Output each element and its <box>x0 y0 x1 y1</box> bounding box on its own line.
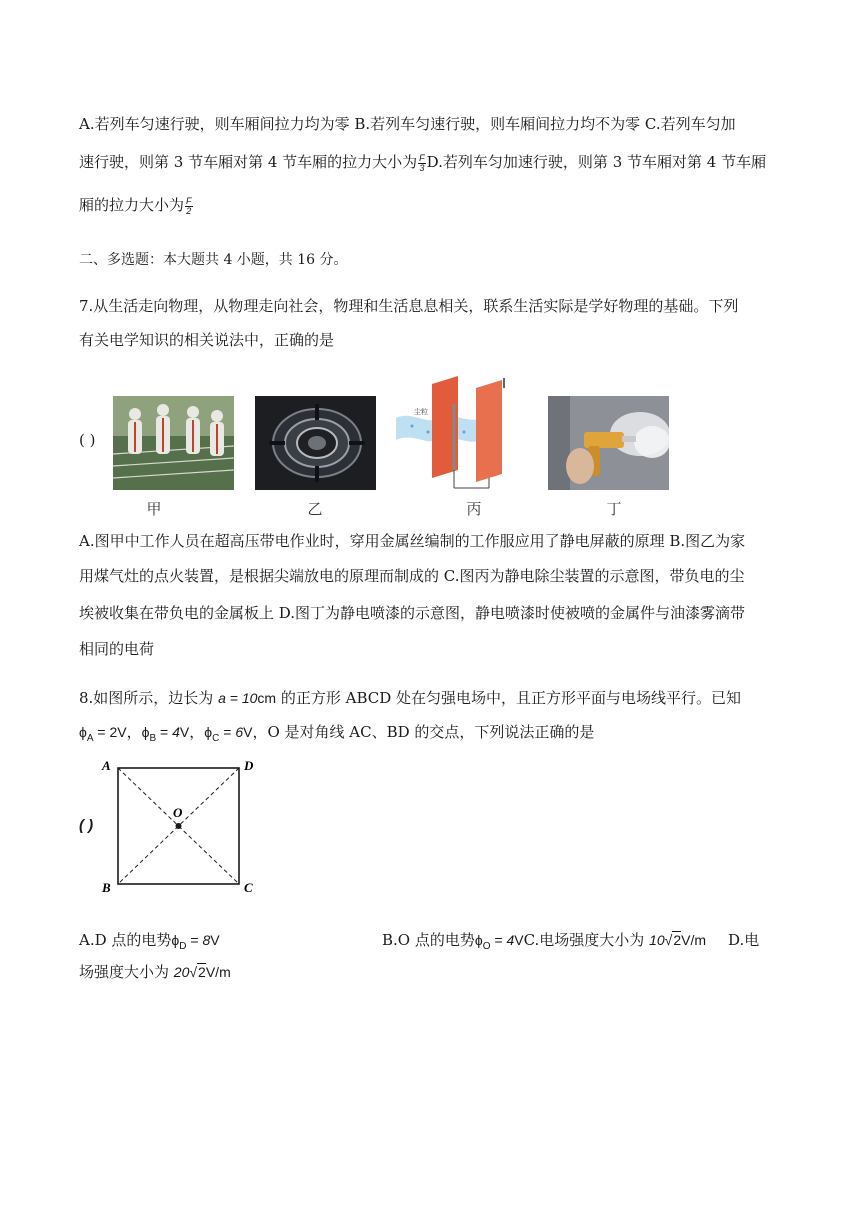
q6-options-line-3 <box>79 195 194 216</box>
q6-line2-text-b: D.若列车匀加速行驶，则第 3 节车厢对第 4 节车厢 <box>426 153 767 171</box>
center-point-o <box>176 823 182 829</box>
field-strength-d: 20√2V/m <box>173 964 231 980</box>
q6-line2-text-a: 速行驶，则第 3 节车厢对第 4 节车厢的拉力大小为 <box>79 153 418 171</box>
vertex-label-a: A <box>102 758 111 773</box>
side-length-unit: cm <box>257 690 277 706</box>
q7-options-line-3: 埃被收集在带负电的金属板上 D.图丁为静电喷漆的示意图，静电喷漆时使被喷的金属件与油漆雾滴带 <box>79 604 746 622</box>
photo-ding-spray-gun <box>548 396 669 490</box>
q8-stem-text-c: ，O 是对角线 AC、BD 的交点，下列说法正确的是 <box>252 723 595 741</box>
section-header: 二、多选题：本大题共 4 小题，共 16 分。 <box>79 252 348 268</box>
phi-o-expr: $\phi_O = 4V$ <box>474 932 524 952</box>
dust-label: 尘粒 <box>414 409 428 416</box>
q8-stem-line-1 <box>79 688 741 708</box>
q8-stem-text-b: 的正方形 ABCD 处在匀强电场中，且正方形平面与电场线平行。已知 <box>276 689 742 707</box>
q8-stem-text-a: 8.如图所示，边长为 <box>79 689 219 707</box>
q8-option-b-c-d: B.O 点的电势$\phi_O = 4VC$.电场强度大小为 10√2V/m D.电 <box>382 931 760 952</box>
photo-yi-gas-burner <box>255 396 376 490</box>
q8-option-a: A.D 点的电势$\phi_D = 8V$ <box>79 931 220 952</box>
q7-stem-line-1: 7.从生活走向物理，从物理走向社会，物理和生活息息相关，联系生活实际是学好物理的基础。下列 <box>79 297 739 315</box>
center-label-o: O <box>173 805 183 820</box>
q7-options-line-1: A.图甲中工作人员在超高压带电作业时，穿用金属丝编制的工作服应用了静电屏蔽的原理 B.图乙为家 <box>79 532 746 550</box>
caption-yi: 乙 <box>307 500 323 518</box>
q8-option-d-cont: 场强度大小为 20√2V/m <box>79 963 231 981</box>
vertex-label-b: B <box>102 880 111 895</box>
q7-options-line-2: 用煤气灶的点火装置，是根据尖端放电的原理而制成的 C.图丙为静电除尘装置的示意图，带负电的尘 <box>79 567 745 585</box>
diagram-bing-dust-precipitator <box>392 374 532 494</box>
q7-stem-line-2: 有关电学知识的相关说法中，正确的是 <box>79 331 335 349</box>
q6-line3-text: 厢的拉力大小为 <box>79 196 185 214</box>
vertex-label-c: C <box>244 880 253 895</box>
caption-jia: 甲 <box>146 500 162 518</box>
side-length-expr: a = 10 <box>218 690 258 706</box>
photo-jia-line-workers <box>113 396 234 490</box>
caption-ding: 丁 <box>606 500 622 518</box>
q8-answer-paren: ( ) <box>79 817 94 834</box>
phi-b: $\phi_B = 4V$ <box>141 724 190 744</box>
q8-stem-line-2: $\phi_A = 2V$，$\phi_B = 4V$，$\phi_C = 6V$，O 是对角线 AC、BD 的交点，下列说法正确的是 <box>79 723 595 744</box>
fraction-f-over-3: $\frac{F}{3}$ <box>419 152 425 173</box>
phi-c: $\phi_C = 6V$ <box>204 724 253 744</box>
fraction-f-over-2: $\frac{F}{2}$ <box>186 195 192 216</box>
phi-d-expr: $\phi_D = 8V$ <box>171 932 220 952</box>
square-abcd-diagram <box>96 756 266 896</box>
field-strength-c: 10√2V/m <box>649 932 707 948</box>
q6-options-line-1: A.若列车匀速行驶，则车厢间拉力均为零 B.若列车匀速行驶，则车厢间拉力均不为零 C.若列车匀加 <box>79 115 736 133</box>
q7-answer-paren: ( ) <box>79 431 96 449</box>
vertex-label-d: D <box>244 758 254 773</box>
caption-bing: 丙 <box>466 500 482 518</box>
q6-options-line-2 <box>79 152 766 173</box>
q7-options-line-4: 相同的电荷 <box>79 640 155 658</box>
phi-a: $\phi_A = 2V$ <box>79 724 127 744</box>
